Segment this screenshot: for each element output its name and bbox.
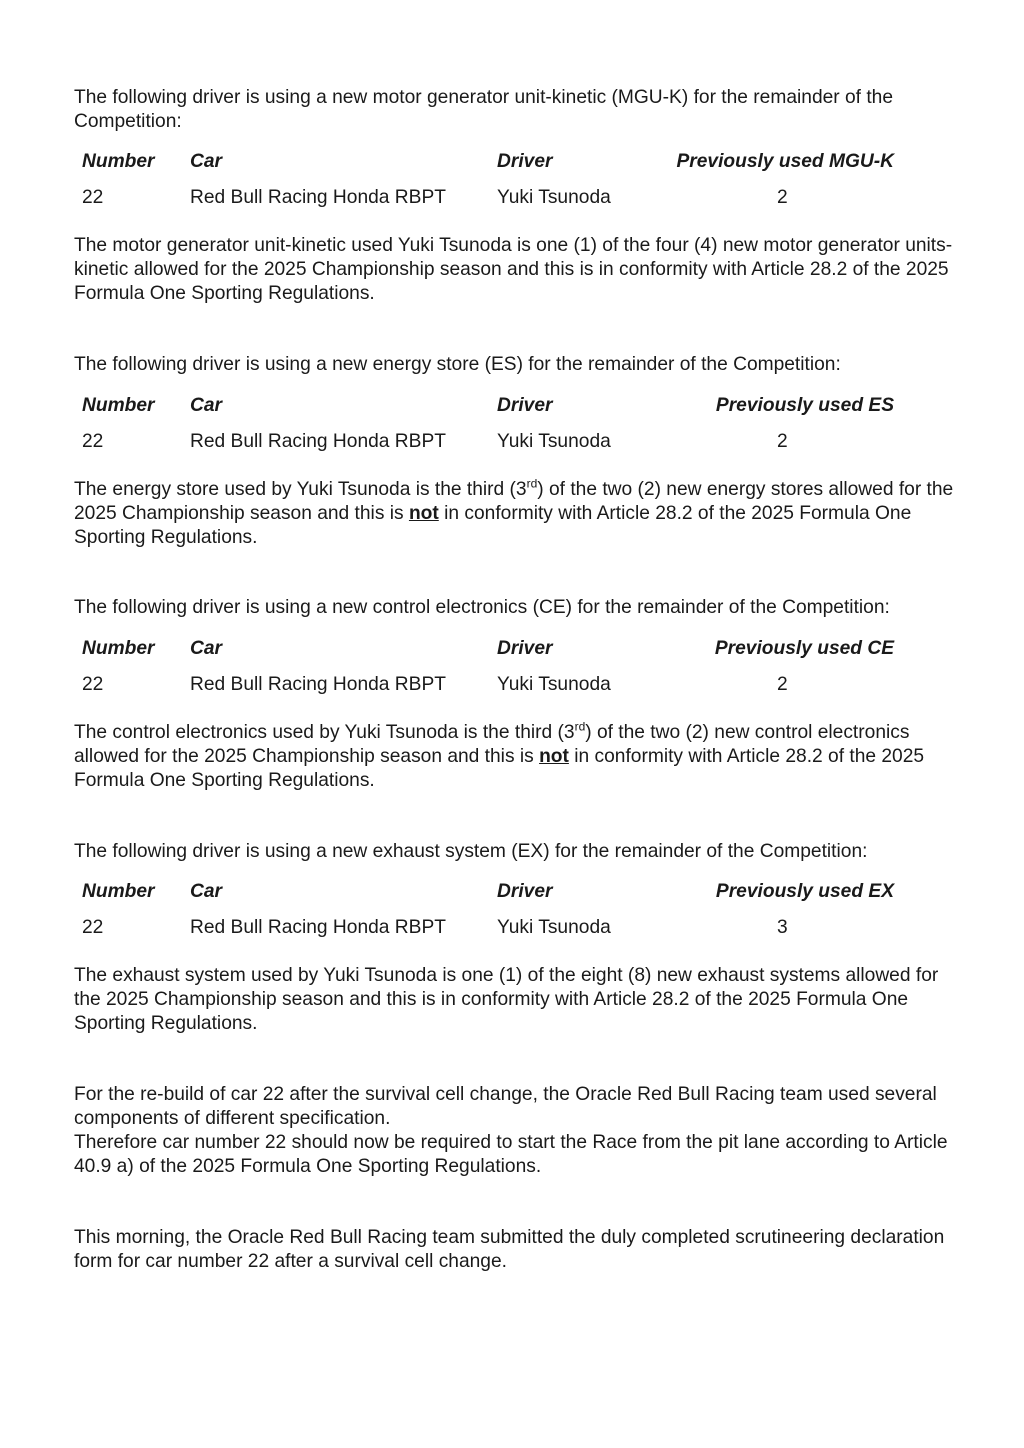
- row-number: 22: [82, 187, 104, 208]
- ce-conclusion-not-emphasis: not: [539, 746, 569, 767]
- ce-conclusion-part: in conformity with Article 28.2 of the 2025 Formula One Sporting Regulations.: [74, 746, 925, 791]
- morning-note: This morning, the Oracle Red Bull Racing team submitted the duly completed scrutineering declaration form for car number 22 after a survival cell change.: [74, 1227, 945, 1272]
- es-intro: The following driver is using a new energy store (ES) for the remainder of the Competition:: [74, 354, 841, 375]
- row-previously-used: 3: [777, 917, 788, 938]
- header-previously-used: Previously used CE: [714, 638, 894, 659]
- row-driver: Yuki Tsunoda: [497, 187, 611, 208]
- rebuild-line-1: For the re-build of car 22 after the survival cell change, the Oracle Red Bull Racing team used several components of different specification.: [74, 1084, 937, 1129]
- es-table: [82, 394, 912, 484]
- row-previously-used: 2: [777, 187, 788, 208]
- row-previously-used: 2: [777, 674, 788, 695]
- ex-conclusion: The exhaust system used by Yuki Tsunoda is one (1) of the eight (8) new exhaust systems allowed for the 2025 Championship season and this is in conformity with Article 28.2 of the 2025 Formula One Sporting Regulations.: [74, 965, 939, 1034]
- es-conclusion-not-emphasis: not: [408, 503, 439, 524]
- header-car: Car: [190, 395, 222, 416]
- mguk-conclusion: The motor generator unit-kinetic used Yuki Tsunoda is one (1) of the four (4) new motor generator units-kinetic allowed for the 2025 Championship season and this is in conformity with Article 28.2 of the 2025 Formula One Sporting Regulations.: [74, 235, 953, 304]
- row-driver: Yuki Tsunoda: [497, 674, 611, 695]
- rebuild-note: [74, 1083, 954, 1179]
- ce-conclusion-ordinal: rd: [574, 719, 586, 734]
- mguk-table: [82, 150, 912, 240]
- row-car: Red Bull Racing Honda RBPT: [190, 431, 446, 452]
- header-driver: Driver: [497, 638, 553, 659]
- ce-table: [82, 637, 912, 727]
- header-previously-used: Previously used MGU-K: [676, 151, 894, 172]
- ce-conclusion-part: The control electronics used by Yuki Tsunoda is the third (3: [74, 722, 575, 743]
- es-conclusion-part: ) of the two (2) new energy stores allowed for the 2025 Championship season and this is: [74, 479, 954, 524]
- header-car: Car: [190, 881, 222, 902]
- row-car: Red Bull Racing Honda RBPT: [190, 187, 446, 208]
- row-car: Red Bull Racing Honda RBPT: [190, 674, 446, 695]
- ce-conclusion-part: ) of the two (2) new control electronics allowed for the 2025 Championship season and this is: [74, 722, 910, 767]
- row-car: Red Bull Racing Honda RBPT: [190, 917, 446, 938]
- header-car: Car: [190, 151, 222, 172]
- mguk-intro: The following driver is using a new motor generator unit-kinetic (MGU-K) for the remainder of the Competition:: [74, 87, 894, 132]
- es-conclusion-ordinal: rd: [526, 476, 538, 491]
- header-car: Car: [190, 638, 222, 659]
- header-driver: Driver: [497, 151, 553, 172]
- rebuild-line-2: Therefore car number 22 should now be required to start the Race from the pit lane according to Article 40.9 a) of the 2025 Formula One Sporting Regulations.: [74, 1132, 948, 1177]
- header-driver: Driver: [497, 395, 553, 416]
- row-driver: Yuki Tsunoda: [497, 431, 611, 452]
- header-driver: Driver: [497, 881, 553, 902]
- header-number: Number: [82, 151, 155, 172]
- ce-conclusion: [74, 721, 954, 793]
- es-conclusion: [74, 478, 954, 550]
- header-previously-used: Previously used ES: [715, 395, 894, 416]
- row-number: 22: [82, 917, 104, 938]
- header-number: Number: [82, 638, 155, 659]
- ex-table: [82, 880, 912, 970]
- ex-intro: The following driver is using a new exhaust system (EX) for the remainder of the Competition:: [74, 841, 868, 862]
- header-number: Number: [82, 395, 155, 416]
- row-previously-used: 2: [777, 431, 788, 452]
- header-number: Number: [82, 881, 155, 902]
- row-number: 22: [82, 431, 104, 452]
- es-conclusion-part: The energy store used by Yuki Tsunoda is the third (3: [74, 479, 527, 500]
- row-number: 22: [82, 674, 104, 695]
- row-driver: Yuki Tsunoda: [497, 917, 611, 938]
- ce-intro: The following driver is using a new control electronics (CE) for the remainder of the Competition:: [74, 597, 890, 618]
- header-previously-used: Previously used EX: [715, 881, 894, 902]
- es-conclusion-part: in conformity with Article 28.2 of the 2025 Formula One Sporting Regulations.: [74, 503, 912, 548]
